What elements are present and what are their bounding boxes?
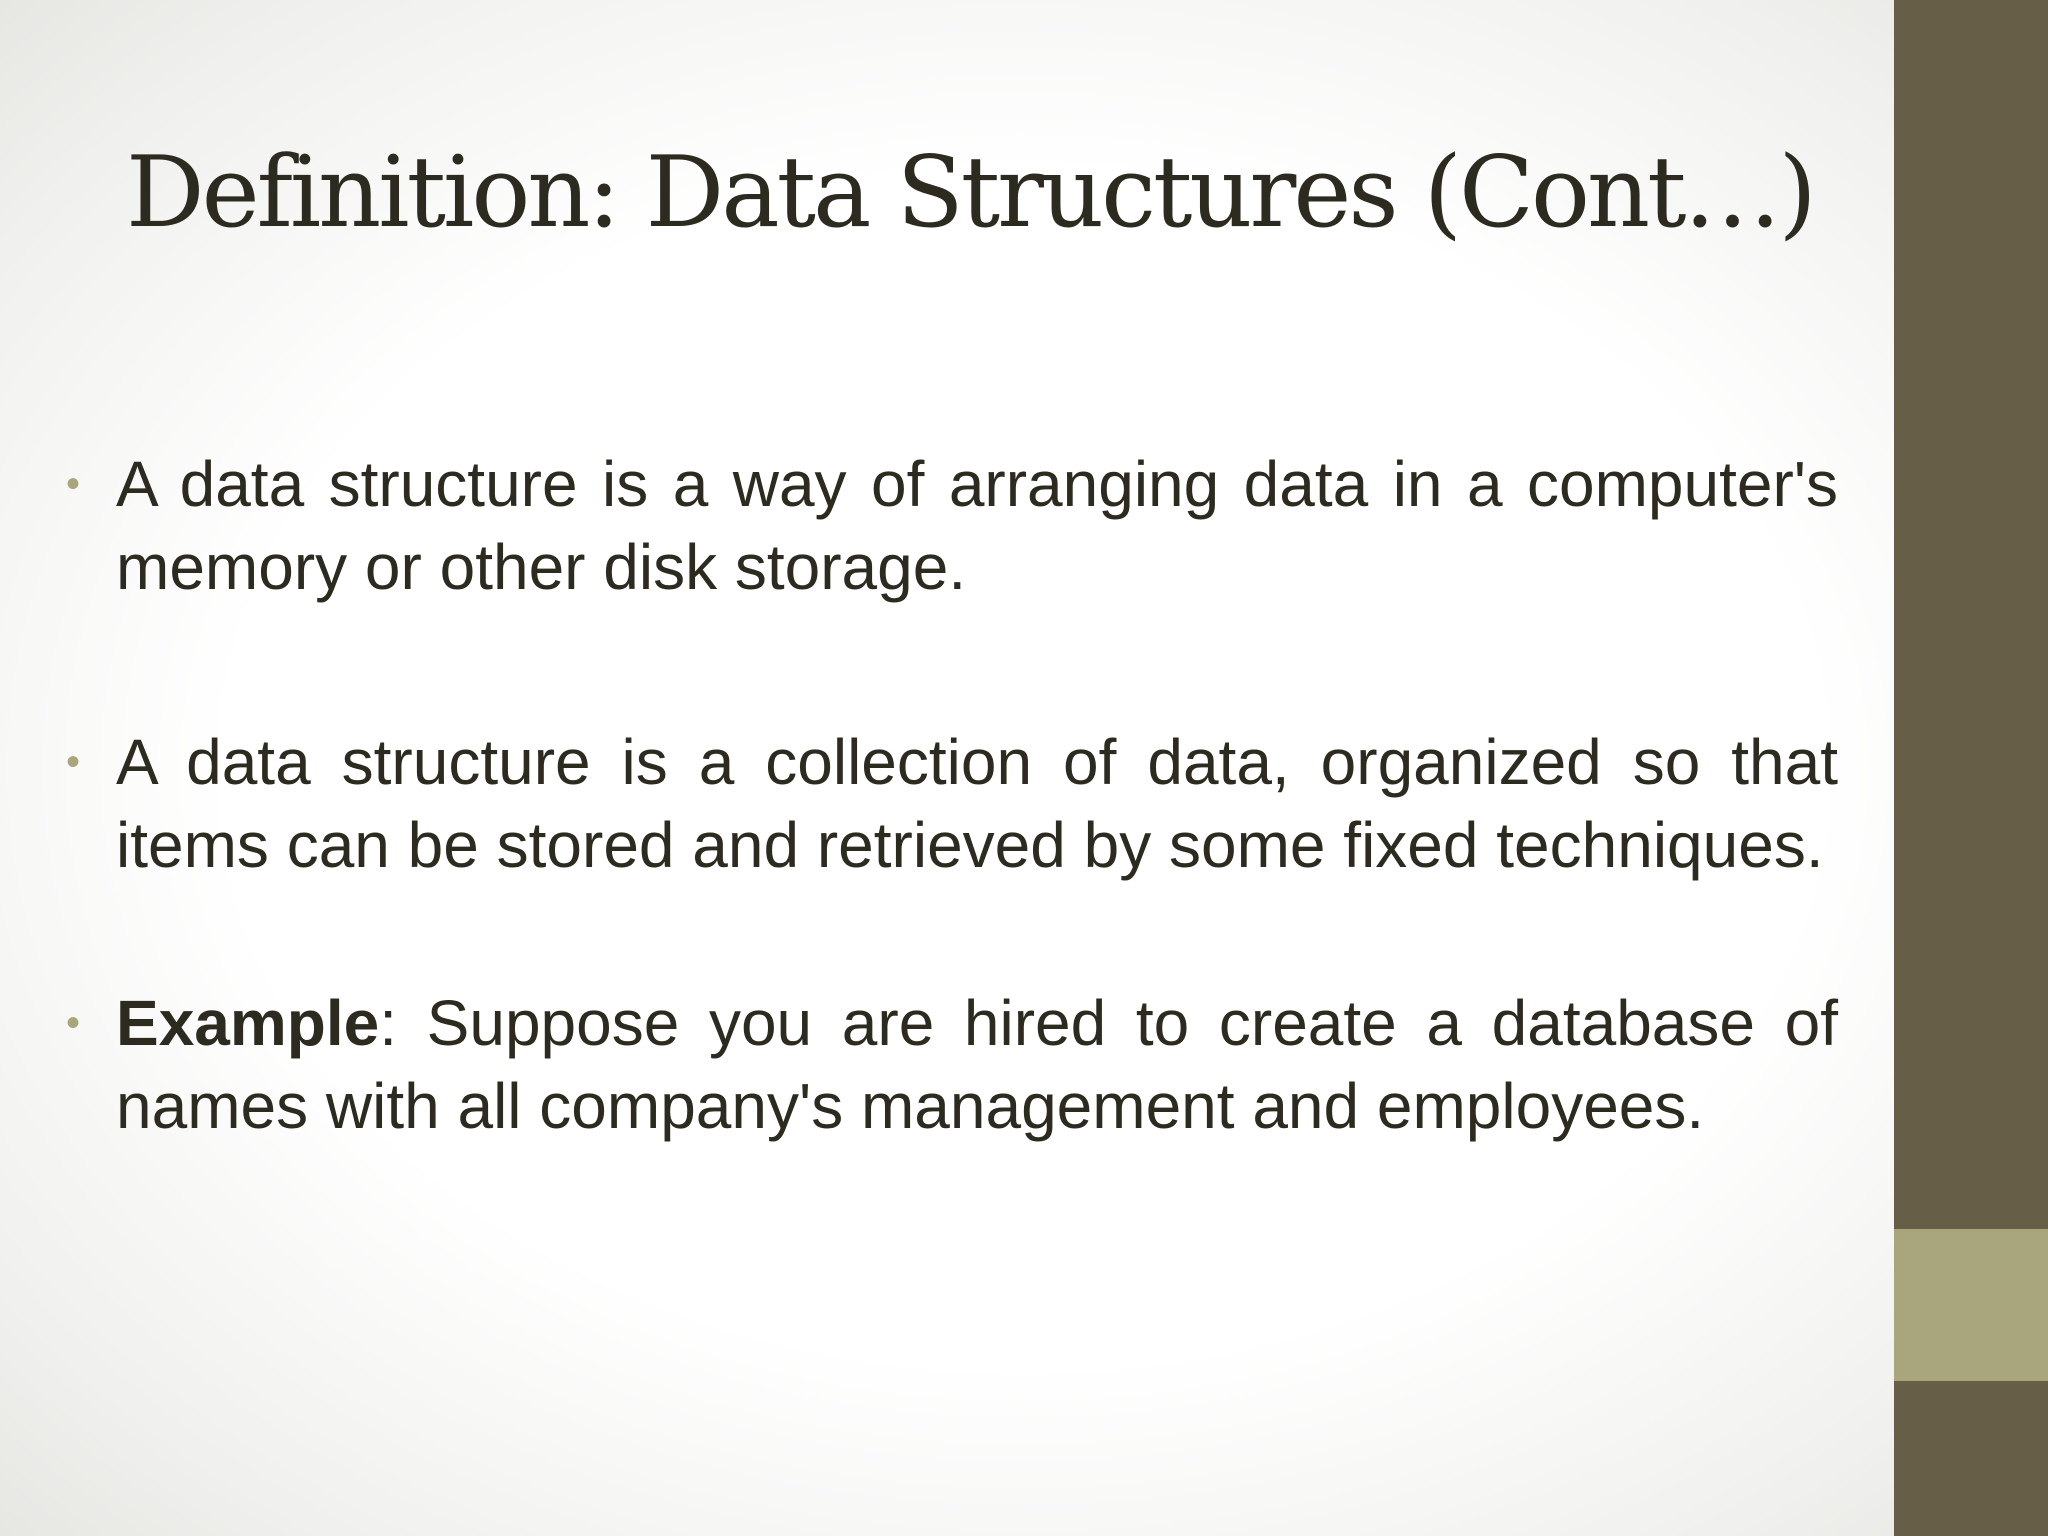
side-accent-block [1894, 1229, 2048, 1381]
bullet-text [116, 721, 1838, 887]
example-label: Example [116, 987, 380, 1059]
bullet-text-content: : Suppose you are hired to create a database of names with all company's management and employees. [116, 987, 1838, 1142]
bullet-icon: • [66, 1001, 81, 1045]
bullet-text [116, 443, 1838, 609]
bullet-text-content: A data structure is a collection of data, organized so that items can be stored and retrieved by some fixed techniques. [116, 726, 1838, 881]
bullet-icon: • [66, 462, 81, 506]
bullet-text [116, 982, 1838, 1148]
bullet-text-content: A data structure is a way of arranging data in a computer's memory or other disk storage. [116, 448, 1838, 603]
bullet-icon: • [66, 740, 81, 784]
slide-title: Definition: Data Structures (Cont…) [126, 136, 1814, 250]
